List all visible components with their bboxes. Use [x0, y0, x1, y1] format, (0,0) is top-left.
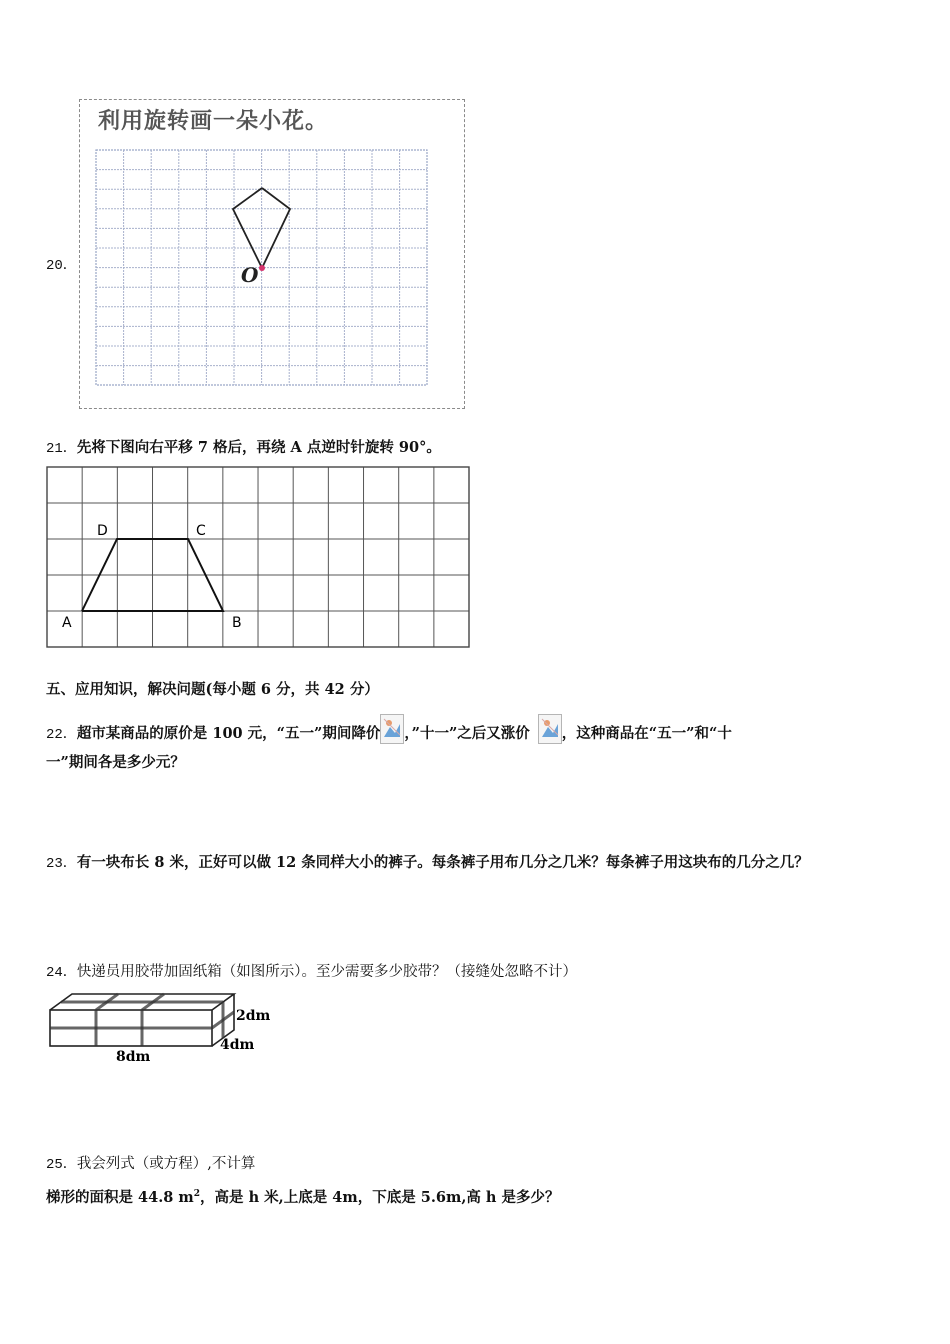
question-21-text: 先将下图向右平移 7 格后，再绕 A 点逆时针旋转 90°。 — [76, 439, 441, 456]
question-21-number: 21． — [46, 441, 77, 457]
image-placeholder-icon — [380, 714, 404, 744]
question-23-text: 有一块布长 8 米，正好可以做 12 条同样大小的裤子。每条裤子用布几分之几米？每条裤子用这块布的几分之几？ — [76, 854, 809, 871]
q22-text-line2: 一”期间各是多少元？ — [46, 754, 185, 771]
label-b: B — [232, 615, 242, 631]
rotation-grid — [80, 100, 466, 410]
question-25-number: 25． — [46, 1157, 77, 1173]
translation-grid — [46, 466, 470, 648]
question-24-number: 24． — [46, 965, 77, 981]
label-d: D — [97, 523, 108, 539]
question-25 — [46, 1152, 255, 1173]
question-21 — [46, 436, 441, 457]
image-placeholder-icon — [538, 714, 562, 744]
q20-figure — [79, 99, 465, 409]
point-o-label: O — [241, 263, 259, 287]
question-25-title: 我会列式（或方程）,不计算 — [76, 1156, 256, 1172]
q25-text-post: ，高是 h 米,上底是 4m，下底是 5.6m,高 h 是多少？ — [200, 1189, 560, 1206]
q20-figure-title: 利用旋转画一朵小花。 — [98, 109, 329, 134]
box-figure — [46, 990, 286, 1070]
question-22-number: 22． — [46, 727, 77, 743]
question-23-number: 23． — [46, 856, 77, 872]
question-22 — [46, 714, 732, 744]
q22-text-part3: ，这种商品在“五一”和“十 — [561, 725, 732, 742]
height-label: 2dm — [236, 1008, 271, 1024]
question-23 — [46, 851, 809, 872]
question-24-text: 快递员用胶带加固纸箱（如图所示）。至少需要多少胶带？（接缝处忽略不计） — [76, 964, 578, 980]
q22-text-part2: ，”十一”之后又涨价 — [404, 725, 530, 742]
question-25-text — [46, 1186, 560, 1207]
label-c: C — [196, 523, 206, 539]
width-label: 4dm — [220, 1037, 255, 1053]
rotation-center-point — [259, 265, 265, 271]
length-label: 8dm — [116, 1049, 151, 1065]
question-20-number: 20． — [46, 258, 77, 274]
question-24 — [46, 960, 577, 981]
section-5-heading: 五、应用知识，解决问题(每小题 6 分，共 42 分） — [46, 681, 379, 698]
label-a: A — [62, 615, 72, 631]
q25-text-pre: 梯形的面积是 44.8 m — [46, 1189, 194, 1206]
q22-text-part1: 超市某商品的原价是 100 元，“五一”期间降价 — [76, 725, 381, 742]
q25-superscript: 2 — [193, 1189, 201, 1200]
